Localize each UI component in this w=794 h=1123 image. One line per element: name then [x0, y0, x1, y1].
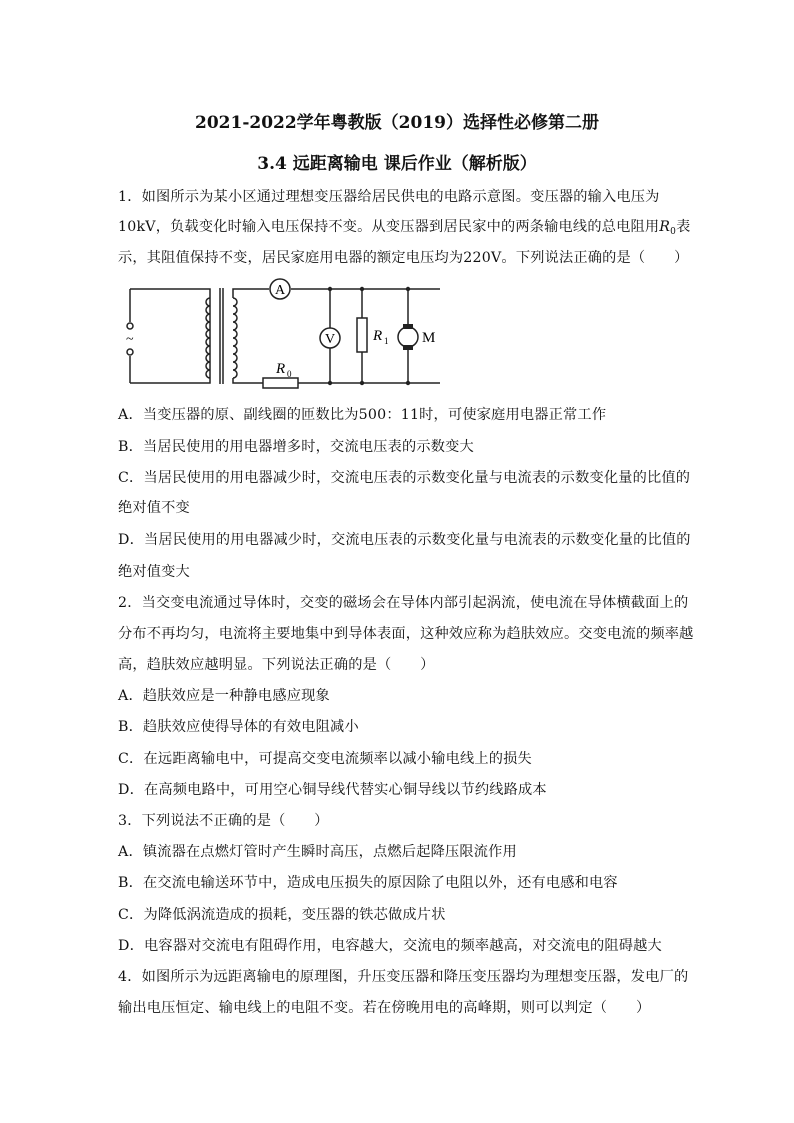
- r1-label: R: [373, 328, 383, 344]
- q1-option-d: D．当居民使用的用电器减少时，交流电压表的示数变化量与电流表的示数变化量的比值的: [118, 532, 691, 548]
- ammeter-symbol: [270, 279, 290, 299]
- q3-option-b: B．在交流电输送环节中，造成电压损失的原因除了电阻以外，还有电感和电容: [118, 875, 618, 891]
- svg-text:V: V: [324, 332, 336, 347]
- ac-source-symbol: ~: [126, 332, 134, 347]
- q3-option-d: D．电容器对交流电有阻碍作用，电容越大，交流电的频率越高，对交流电的阻碍越大: [118, 938, 662, 954]
- q3-line-1: 3．下列说法不正确的是（ ）: [118, 813, 329, 829]
- q1-option-a: A．当变压器的原、副线圈的匝数比为500：11时，可使家庭用电器正常工作: [118, 407, 607, 423]
- q1-option-b: B．当居民使用的用电器增多时，交流电压表的示数变大: [118, 439, 474, 455]
- r0-symbol: R: [659, 219, 671, 235]
- q1-line-3: 示，其阻值保持不变，居民家庭用电器的额定电压均为220V。下列说法正确的是（ ）: [118, 250, 689, 266]
- q2-option-a: A．趋肤效应是一种静电感应现象: [118, 688, 330, 704]
- q1-option-c: C．当居民使用的用电器减少时，交流电压表的示数变化量与电流表的示数变化量的比值的: [118, 470, 691, 486]
- q2-option-d: D．在高频电路中，可用空心铜导线代替实心铜导线以节约线路成本: [118, 782, 547, 798]
- document-title: 2021-2022学年粤教版（2019）选择性必修第二册: [195, 113, 599, 133]
- q2-line-1: 2．当交变电流通过导体时，交变的磁场会在导体内部引起涡流，使电流在导体横截面上的: [118, 595, 689, 611]
- q4-line-2: 输出电压恒定、输电线上的电阻不变。若在傍晚用电的高峰期，则可以判定（ ）: [118, 1000, 651, 1016]
- q1-line-2: 10kV，负载变化时输入电压保持不变。从变压器到居民家中的两条输电线的总电阻用$R_0$表: [118, 219, 691, 237]
- r0-label: R: [276, 361, 286, 377]
- voltmeter-symbol: [320, 328, 340, 348]
- q1-option-c-cont: 绝对值不变: [118, 500, 190, 516]
- svg-text:0: 0: [287, 369, 292, 379]
- q2-line-2: 分布不再均匀，电流将主要地集中到导体表面，这种效应称为趋肤效应。交变电流的频率越: [118, 626, 694, 642]
- svg-text:A: A: [274, 283, 286, 298]
- q2-option-b: B．趋肤效应使得导体的有效电阻减小: [118, 719, 359, 735]
- q4-line-1: 4．如图所示为远距离输电的原理图，升压变压器和降压变压器均为理想变压器，发电厂的: [118, 969, 689, 985]
- q1-option-d-cont: 绝对值变大: [118, 564, 190, 580]
- q2-line-3: 高，趋肤效应越明显。下列说法正确的是（ ）: [118, 657, 435, 673]
- q3-option-a: A．镇流器在点燃灯管时产生瞬时高压，点燃后起降压限流作用: [118, 844, 517, 860]
- q1-line-1: 1．如图所示为某小区通过理想变压器给居民供电的电路示意图。变压器的输入电压为: [118, 189, 660, 205]
- q3-option-c: C．为降低涡流造成的损耗，变压器的铁芯做成片状: [118, 907, 446, 923]
- document-subtitle: 3.4 远距离输电 课后作业（解析版）: [257, 154, 537, 174]
- motor-symbol: [398, 324, 435, 350]
- circuit-diagram: [118, 276, 448, 392]
- q2-option-c: C．在远距离输电中，可提高交变电流频率以减小输电线上的损失: [118, 751, 532, 767]
- svg-text:1: 1: [384, 336, 389, 346]
- svg-text:M: M: [422, 330, 436, 346]
